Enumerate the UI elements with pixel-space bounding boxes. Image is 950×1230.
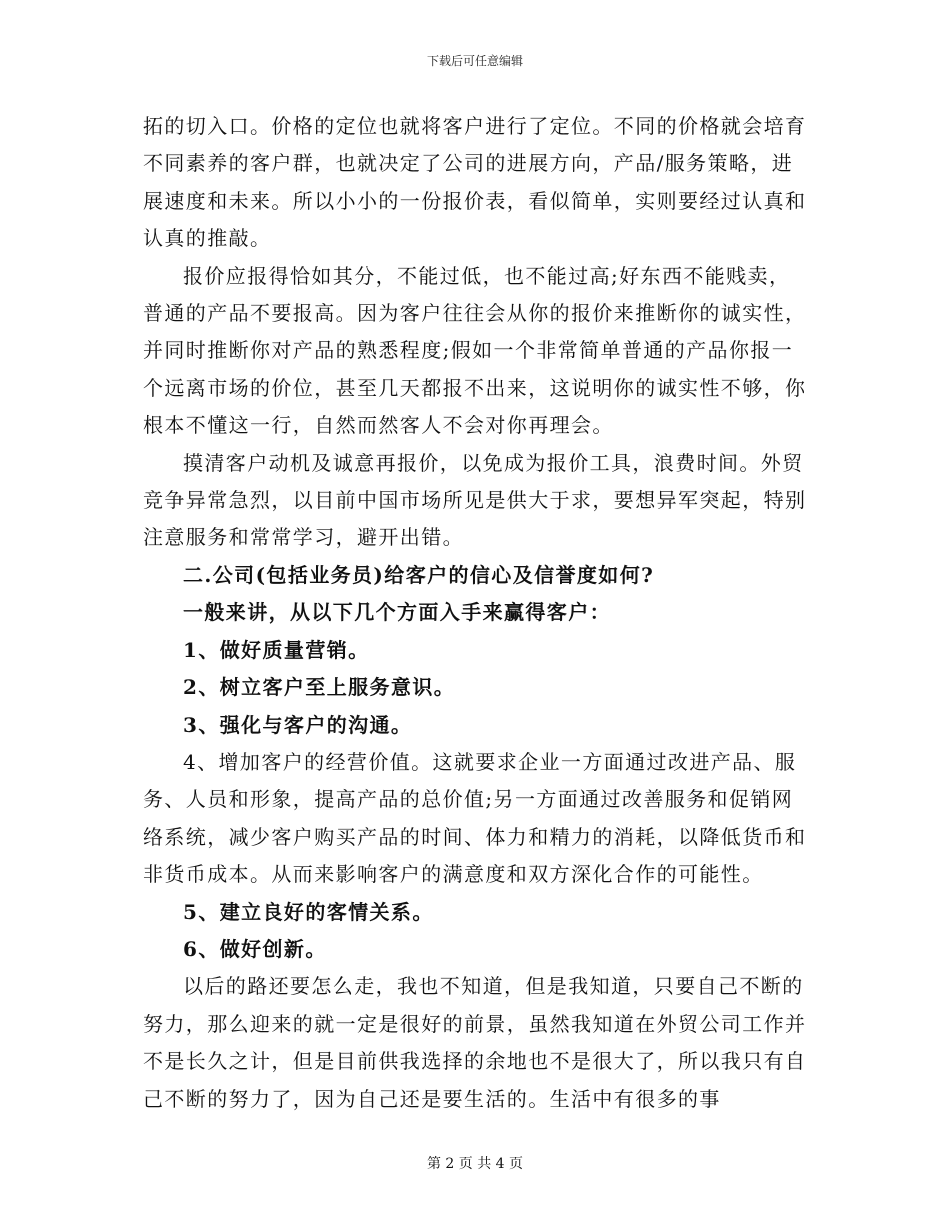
paragraph-quote-appropriately: 报价应报得恰如其分，不能过低，也不能过高;好东西不能贱卖，普通的产品不要报高。因为客户往往会从你的报价来推断你的诚实性，并同时推断你对产品的熟悉程度;假如一个非常简单普通的产品你报一个远离市场的价位，甚至几天都报不出来，这说明你的诚实性不够，你根本不懂这一行，自然而然客人不会对你再理会。: [143, 263, 807, 438]
list-item-customer-relations: 5、建立良好的客情关系。: [183, 899, 434, 924]
list-item-customer-first: 2、树立客户至上服务意识。: [183, 675, 456, 700]
section-heading-confidence: 二.公司(包括业务员)给客户的信心及信誉度如何?: [183, 562, 655, 587]
list-item-communication: 3、强化与客户的沟通。: [183, 712, 413, 737]
page-header: 下载后可任意编辑: [426, 54, 523, 68]
paragraph-customer-motive: 摸清客户动机及诚意再报价，以免成为报价工具，浪费时间。外贸竞争异常急烈，以目前中国市场所见是供大于求，要想异军突起，特别注意服务和常常学习，避开出错。: [143, 450, 807, 550]
paragraph-future-path: 以后的路还要怎么走，我也不知道，但是我知道，只要自己不断的努力，那么迎来的就一定是很好的前景，虽然我知道在外贸公司工作并不是长久之计，但是目前供我选择的余地也不是很大了，所以我只有自己不断的努力了，因为自己还是要生活的。生活中有很多的事: [143, 974, 807, 1111]
document-body: [143, 108, 809, 1118]
paragraph-pricing-entry: 拓的切入口。价格的定位也就将客户进行了定位。不同的价格就会培育不同素养的客户群，也就决定了公司的进展方向，产品/服务策略，进展速度和未来。所以小小的一份报价表，看似简单，实则要经过认真和认真的推敲。: [143, 114, 807, 251]
paragraph-win-customers-intro: 一般来讲，从以下几个方面入手来赢得客户：: [183, 600, 611, 625]
list-item-customer-value: 4、增加客户的经营价值。这就要求企业一方面通过改进产品、服务、人员和形象，提高产品的总价值;另一方面通过改善服务和促销网络系统，减少客户购买产品的时间、体力和精力的消耗，以降低货币和非货币成本。从而来影响客户的满意度和双方深化合作的可能性。: [143, 749, 807, 887]
list-item-innovation: 6、做好创新。: [183, 936, 327, 961]
list-item-quality-marketing: 1、做好质量营销。: [183, 637, 370, 662]
page-number: 第 2 页 共 4 页: [426, 1156, 524, 1172]
